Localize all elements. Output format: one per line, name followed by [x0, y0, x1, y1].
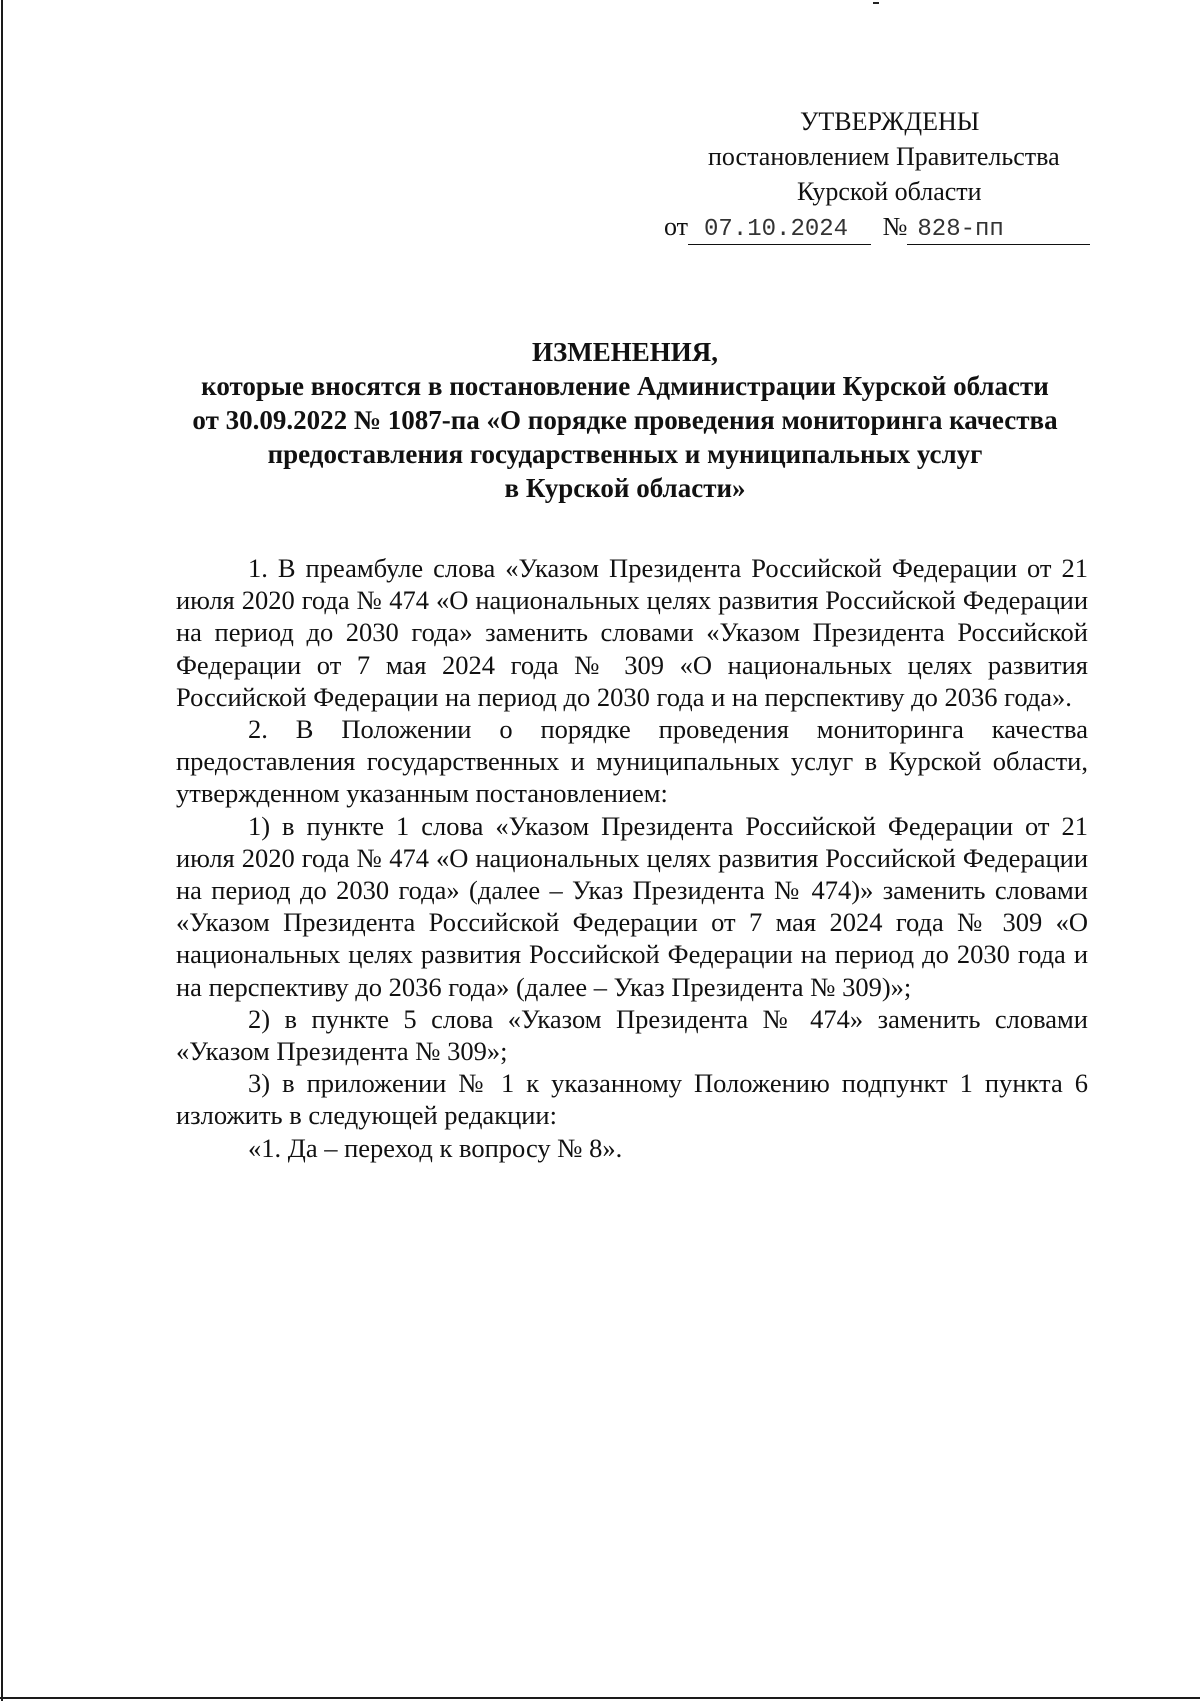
paragraph: 1. В преамбуле слова «Указом Президента Российской Федерации от 21 июля 2020 года № 474 «О национальных целях развития Российской Федерации на период до 2030 года» заменить словами «Указом Президента Российской Федерации от 7 мая 2024 года № 309 «О национальных целях развития Российской Федерации на период до 2030 года и на перспективу до 2036 года». — [176, 553, 1088, 712]
scan-border-bottom — [0, 1697, 1200, 1699]
title-line: от 30.09.2022 № 1087-па «О порядке проведения мониторинга качества — [192, 405, 1058, 435]
title-line: которые вносятся в постановление Администрации Курской области — [201, 371, 1049, 401]
from-label: от — [664, 212, 689, 241]
paragraph: 2) в пункте 5 слова «Указом Президента № 474» заменить словами «Указом Президента № 309»; — [176, 1003, 1088, 1067]
approval-date: 07.10.2024 — [688, 216, 871, 245]
approval-date-number — [600, 209, 1090, 245]
document-body — [176, 552, 1088, 1164]
title-heading: ИЗМЕНЕНИЯ, — [531, 337, 718, 367]
approval-by: постановлением Правительства — [708, 142, 1060, 171]
approval-number: 828-пп — [907, 216, 1090, 245]
paragraph: 2. В Положении о порядке проведения мониторинга качества предоставления государственных и муниципальных услуг в Курской области, утвержденном указанным постановлением: — [176, 714, 1088, 809]
paragraph: «1. Да – переход к вопросу № 8». — [248, 1132, 623, 1163]
title-line: предоставления государственных и муниципальных услуг — [267, 439, 983, 469]
approval-heading: УТВЕРЖДЕНЫ — [800, 107, 980, 136]
approval-region: Курской области — [797, 177, 982, 206]
number-label: № — [882, 212, 908, 241]
paragraph: 1) в пункте 1 слова «Указом Президента Российской Федерации от 21 июля 2020 года № 474 «О национальных целях развития Российской Федерации на период до 2030 года» (далее – Указ Президента № 474)» заменить словами «Указом Президента Российской Федерации от 7 мая 2024 года № 309 «О национальных целях развития Российской Федерации на период до 2030 года и на перспективу до 2036 года» (далее – Указ Президента № 309)»; — [176, 810, 1088, 1002]
scan-border-left — [1, 0, 3, 1701]
title-line: в Курской области» — [504, 473, 746, 503]
approval-block — [600, 104, 1090, 245]
scan-mark — [873, 2, 879, 4]
paragraph: 3) в приложении № 1 к указанному Положению подпункт 1 пункта 6 изложить в следующей редакции: — [176, 1068, 1088, 1131]
document-title — [150, 335, 1100, 505]
